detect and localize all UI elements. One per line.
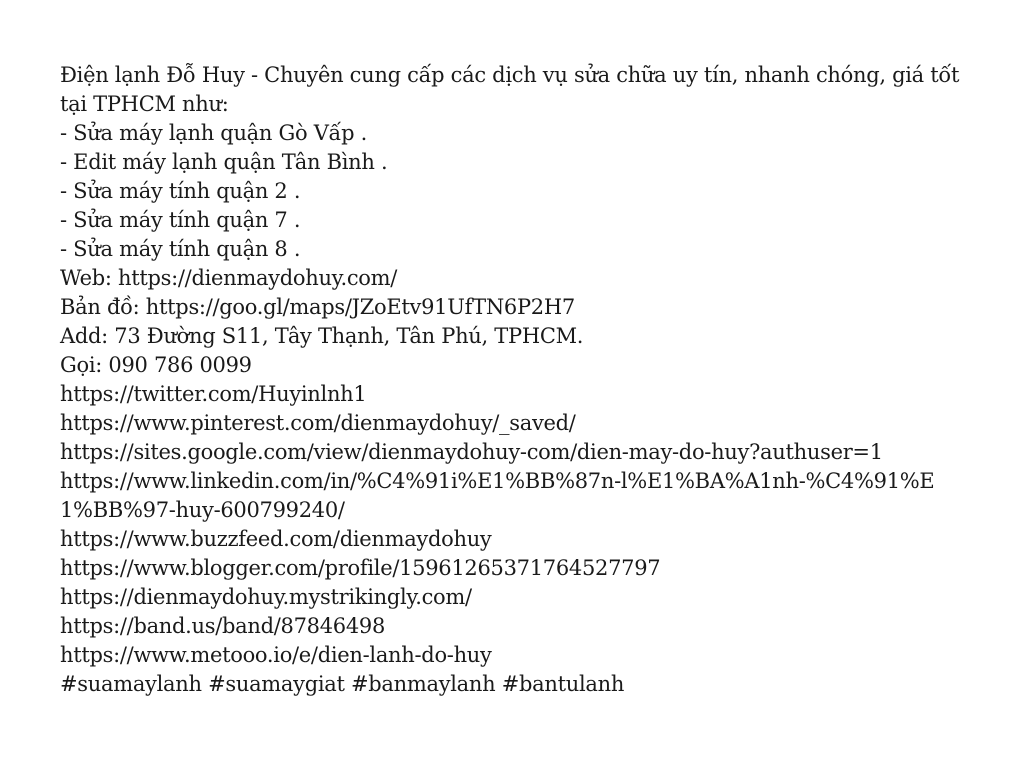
- hashtags-line: #suamaylanh #suamaygiat #banmaylanh #bantulanh: [60, 672, 625, 696]
- map-line[interactable]: Bản đồ: https://goo.gl/maps/JZoEtv91UfTN6P2H7: [60, 295, 575, 319]
- document-body: [60, 61, 966, 699]
- service-item: - Sửa máy tính quận 8 .: [60, 237, 301, 261]
- link-metooo[interactable]: https://www.metooo.io/e/dien-lanh-do-huy: [60, 643, 492, 667]
- address-line: Add: 73 Đường S11, Tây Thạnh, Tân Phú, TPHCM.: [60, 324, 584, 348]
- service-item: - Edit máy lạnh quận Tân Bình .: [60, 150, 388, 174]
- link-buzzfeed[interactable]: https://www.buzzfeed.com/dienmaydohuy: [60, 527, 492, 551]
- phone-line: Gọi: 090 786 0099: [60, 353, 252, 377]
- link-band[interactable]: https://band.us/band/87846498: [60, 614, 386, 638]
- intro-text: Điện lạnh Đỗ Huy - Chuyên cung cấp các dịch vụ sửa chữa uy tín, nhanh chóng, giá tốt tại TPHCM như:: [60, 63, 966, 116]
- link-google-sites[interactable]: https://sites.google.com/view/dienmaydohuy-com/dien-may-do-huy?authuser=1: [60, 440, 883, 464]
- website-line[interactable]: Web: https://dienmaydohuy.com/: [60, 266, 398, 290]
- service-item: - Sửa máy tính quận 2 .: [60, 179, 301, 203]
- link-linkedin[interactable]: https://www.linkedin.com/in/%C4%91i%E1%BB%87n-l%E1%BA%A1nh-%C4%91%E1%BB%97-huy-600799240/: [60, 469, 935, 522]
- service-item: - Sửa máy lạnh quận Gò Vấp .: [60, 121, 368, 145]
- link-strikingly[interactable]: https://dienmaydohuy.mystrikingly.com/: [60, 585, 472, 609]
- service-item: - Sửa máy tính quận 7 .: [60, 208, 301, 232]
- link-twitter[interactable]: https://twitter.com/Huyinlnh1: [60, 382, 367, 406]
- link-blogger[interactable]: https://www.blogger.com/profile/15961265371764527797: [60, 556, 661, 580]
- link-pinterest[interactable]: https://www.pinterest.com/dienmaydohuy/_saved/: [60, 411, 576, 435]
